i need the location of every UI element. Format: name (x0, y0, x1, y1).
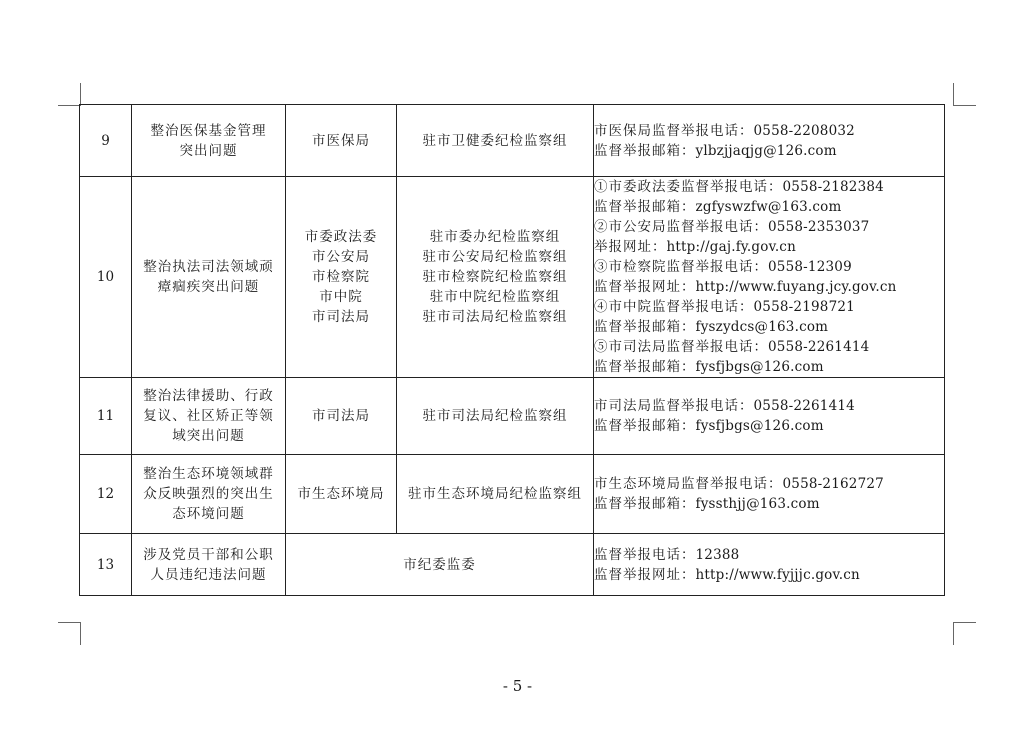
contact-line: ④市中院监督举报电话：0558-2198721 (594, 299, 855, 315)
contact-line: 监督举报邮箱：fyssthjj@163.com (594, 496, 820, 512)
unit-line: 市检察院 (312, 269, 370, 285)
group-line: 驻市卫健委纪检监察组 (422, 132, 568, 149)
contact-line: ②市公安局监督举报电话：0558-2353037 (594, 219, 870, 235)
issue-line: 域突出问题 (172, 428, 245, 444)
lead-unit-cell (286, 378, 397, 455)
issue-cell (132, 534, 286, 596)
row-number: 9 (80, 105, 132, 177)
crop-mark-top-left (58, 83, 81, 106)
lead-unit-cell (286, 105, 397, 177)
issue-cell (132, 105, 286, 177)
issue-line: 整治执法司法领域顽 (143, 259, 274, 275)
group-line: 驻市司法局纪检监察组 (422, 408, 568, 424)
issue-line: 瘴痼疾突出问题 (157, 279, 260, 295)
supervision-group-cell (397, 378, 594, 455)
crop-mark-bottom-left (58, 622, 81, 645)
group-line: 驻市中院纪检监察组 (429, 289, 561, 305)
contact-cell (594, 455, 945, 534)
issue-line: 复议、社区矫正等领 (143, 408, 274, 424)
row-number: 10 (80, 177, 132, 378)
group-line: 驻市生态环境局纪检监察组 (408, 486, 582, 502)
contact-line: 监督举报网址：http://www.fuyang.jcy.gov.cn (594, 279, 897, 295)
issue-line: 整治法律援助、行政 (143, 388, 274, 404)
merged-unit-cell: 市纪委监委 (286, 534, 594, 596)
unit-line: 市医保局 (312, 132, 370, 149)
contact-line: ⑤市司法局监督举报电话：0558-2261414 (594, 339, 870, 355)
crop-mark-bottom-right (953, 622, 976, 645)
unit-line: 市委政法委 (304, 229, 378, 245)
contact-line: 监督举报邮箱：fyszydcs@163.com (594, 319, 829, 335)
contact-cell (594, 177, 945, 378)
contact-cell (594, 534, 945, 596)
supervision-group-cell (397, 177, 594, 378)
issue-line: 突出问题 (179, 142, 238, 159)
unit-line: 市中院 (319, 289, 363, 305)
row-number: 13 (80, 534, 132, 596)
group-line: 驻市委办纪检监察组 (429, 229, 561, 245)
contact-cell (594, 105, 945, 177)
unit-line: 市公安局 (312, 249, 370, 265)
contact-line: 监督举报网址：http://www.fyjjjc.gov.cn (594, 566, 860, 583)
group-line: 驻市检察院纪检监察组 (422, 269, 568, 285)
issue-line: 整治医保基金管理 (150, 122, 267, 139)
contact-line: 监督举报邮箱：fysfjbgs@126.com (594, 418, 824, 434)
unit-line: 市司法局 (312, 408, 370, 424)
contact-line: ①市委政法委监督举报电话：0558-2182384 (594, 179, 884, 195)
supervision-group-cell (397, 105, 594, 177)
issue-line: 众反映强烈的突出生 (143, 486, 274, 502)
group-line: 驻市司法局纪检监察组 (422, 309, 568, 325)
page-number: - 5 - (502, 677, 533, 695)
issue-cell (132, 177, 286, 378)
table-row (80, 105, 945, 177)
contact-line: 市医保局监督举报电话：0558-2208032 (594, 122, 855, 139)
table-row (80, 177, 945, 378)
contact-line: 举报网址：http://gaj.fy.gov.cn (594, 239, 796, 255)
contact-line: 监督举报邮箱：fysfjbgs@126.com (594, 359, 824, 375)
contact-line: 市司法局监督举报电话：0558-2261414 (594, 398, 855, 414)
issue-cell (132, 378, 286, 455)
supervision-group-cell (397, 455, 594, 534)
table-row (80, 378, 945, 455)
crop-mark-top-right (953, 83, 976, 106)
contact-line: 监督举报邮箱：zgfyswzfw@163.com (594, 199, 842, 215)
unit-line: 市司法局 (312, 309, 370, 325)
group-line: 驻市公安局纪检监察组 (422, 249, 568, 265)
issue-line: 人员违纪违法问题 (150, 566, 267, 583)
table-row (80, 534, 945, 596)
contact-line: 监督举报电话：12388 (594, 546, 740, 563)
table-row (80, 455, 945, 534)
rectification-table (79, 104, 945, 596)
contact-line: ③市检察院监督举报电话：0558-12309 (594, 259, 852, 275)
contact-line: 市生态环境局监督举报电话：0558-2162727 (594, 476, 884, 492)
issue-cell (132, 455, 286, 534)
issue-line: 态环境问题 (172, 506, 245, 522)
lead-unit-cell (286, 177, 397, 378)
issue-line: 整治生态环境领域群 (143, 466, 274, 482)
row-number: 12 (80, 455, 132, 534)
contact-line: 监督举报邮箱：ylbzjjaqjg@126.com (594, 142, 837, 159)
issue-line: 涉及党员干部和公职 (143, 546, 274, 563)
row-number: 11 (80, 378, 132, 455)
contact-cell (594, 378, 945, 455)
unit-line: 市生态环境局 (297, 486, 385, 502)
lead-unit-cell (286, 455, 397, 534)
